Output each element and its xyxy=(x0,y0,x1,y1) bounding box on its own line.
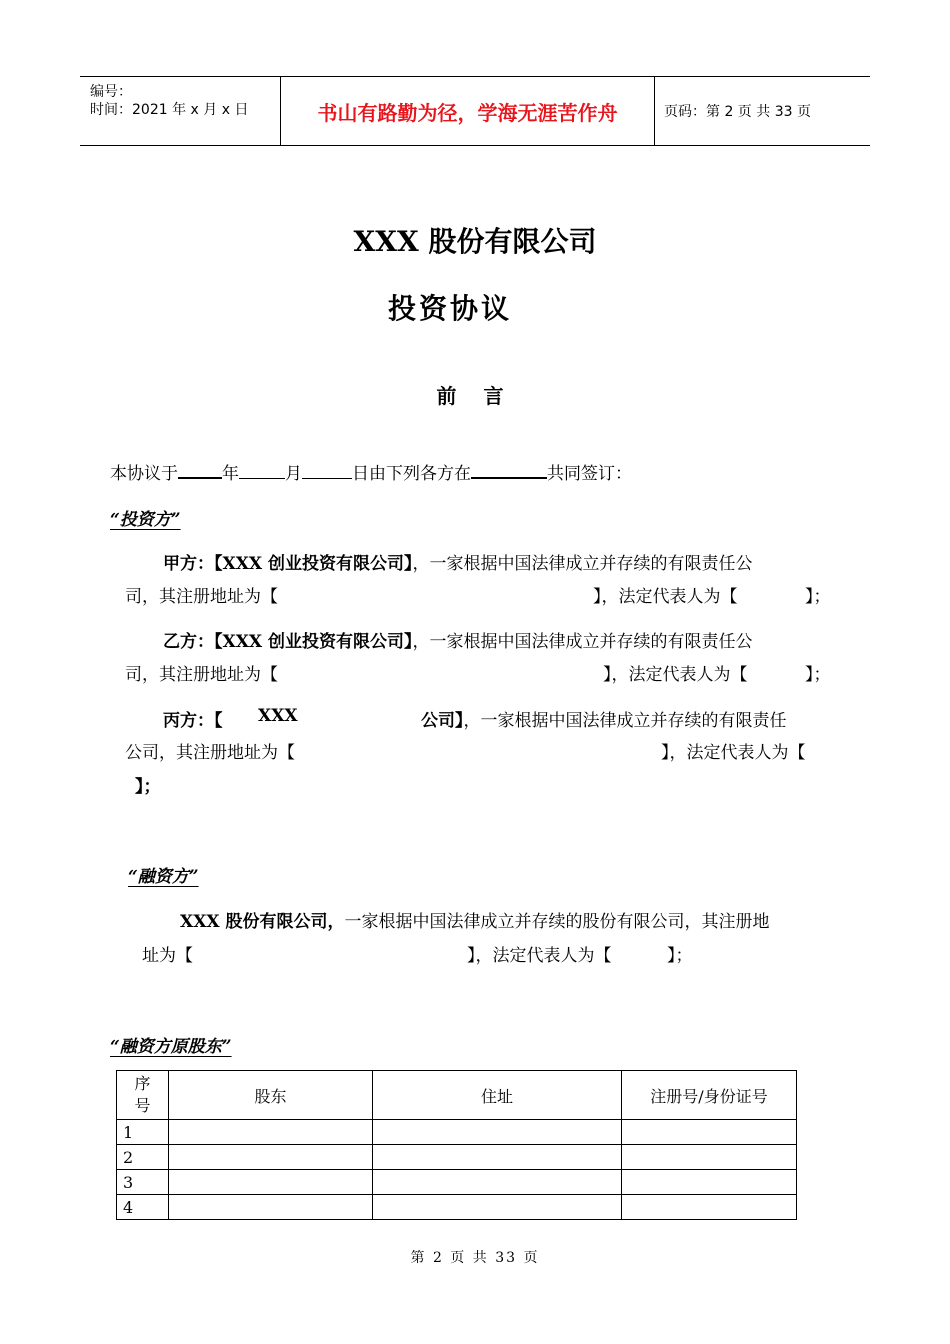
intro-text: 月 xyxy=(285,464,302,484)
party-a-desc: ，一家根据中国法律成立并存续的有限责任公 xyxy=(412,554,753,574)
day-blank xyxy=(302,462,352,479)
party-a-rep-label: 】，法定代表人为【 xyxy=(593,587,738,607)
header-no-2: 号 xyxy=(134,1096,151,1115)
cell-no: 2 xyxy=(117,1145,169,1170)
time-label: 时间：2021 年 x 月 x 日 xyxy=(90,102,249,118)
header-no-1: 序 xyxy=(134,1074,151,1093)
intro-line xyxy=(110,459,632,484)
party-b-line2 xyxy=(125,660,837,685)
page-footer: 第 2 页 共 33 页 xyxy=(410,1250,540,1266)
financing-desc: 一家根据中国法律成立并存续的股份有限公司，其注册地 xyxy=(344,912,770,932)
cell-id[interactable] xyxy=(622,1120,797,1145)
cell-address[interactable] xyxy=(373,1195,622,1220)
party-c-desc: ，一家根据中国法律成立并存续的有限责任 xyxy=(463,711,787,731)
header-cell-no xyxy=(117,1071,169,1120)
cell-no: 3 xyxy=(117,1170,169,1195)
financing-name: XXX 股份有限公司， xyxy=(180,912,345,932)
party-a-address-label: 司，其注册地址为【 xyxy=(125,587,278,607)
party-b-line1 xyxy=(163,627,753,652)
place-blank xyxy=(471,461,547,479)
party-c-label-c: 公司】 xyxy=(421,711,464,731)
investor-heading: “投资方” xyxy=(110,510,181,530)
financing-line1 xyxy=(180,907,770,932)
party-a-line1 xyxy=(163,549,753,574)
header-page-info: 页码：第 2 页 共 33 页 xyxy=(664,104,811,120)
financing-rep-label: 】，法定代表人为【 xyxy=(467,946,612,966)
table-row xyxy=(117,1145,797,1170)
intro-text: 共同签订： xyxy=(547,464,632,484)
party-b-desc: ，一家根据中国法律成立并存续的有限责任公 xyxy=(412,632,753,652)
table-row xyxy=(117,1195,797,1220)
party-a-label: 甲方：【XXX 创业投资有限公司】 xyxy=(163,554,413,574)
party-c-line3 xyxy=(135,772,161,797)
header-cell-address: 住址 xyxy=(373,1071,622,1120)
table-row xyxy=(117,1120,797,1145)
header-motto: 书山有路勤为径，学海无涯苦作舟 xyxy=(317,100,618,125)
table-row xyxy=(117,1170,797,1195)
party-b-address-label: 司，其注册地址为【 xyxy=(125,665,278,685)
party-c-label-b: XXX xyxy=(258,706,298,726)
intro-text: 本协议于 xyxy=(110,464,178,484)
party-c-rep-label: 】，法定代表人为【 xyxy=(661,743,806,763)
cell-holder[interactable] xyxy=(169,1170,373,1195)
cell-address[interactable] xyxy=(373,1170,622,1195)
party-c-address-label: 公司，其注册地址为【 xyxy=(125,743,295,763)
cell-id[interactable] xyxy=(622,1170,797,1195)
table-header-row xyxy=(117,1071,797,1120)
cell-holder[interactable] xyxy=(169,1120,373,1145)
shareholders-table xyxy=(116,1070,797,1220)
company-title: XXX 股份有限公司 xyxy=(353,225,597,258)
intro-text: 年 xyxy=(222,464,239,484)
cell-id[interactable] xyxy=(622,1145,797,1170)
party-c-line2 xyxy=(125,738,837,763)
page-header xyxy=(80,76,870,146)
financing-address-label: 址为【 xyxy=(142,946,193,966)
shareholders-heading: “融资方原股东” xyxy=(110,1037,232,1057)
party-c-line1 xyxy=(163,706,843,731)
financing-heading: “融资方” xyxy=(128,867,199,887)
header-cell-holder: 股东 xyxy=(169,1071,373,1120)
party-a-end: 】； xyxy=(805,587,831,607)
cell-id[interactable] xyxy=(622,1195,797,1220)
number-label: 编号： xyxy=(90,84,132,100)
year-blank xyxy=(178,461,222,479)
party-c-end: 】； xyxy=(135,777,161,797)
cell-address[interactable] xyxy=(373,1145,622,1170)
document-title: 投资协议 xyxy=(387,292,512,325)
cell-no: 4 xyxy=(117,1195,169,1220)
preface-heading: 前 言 xyxy=(436,384,514,408)
party-a-line2 xyxy=(125,582,837,607)
header-meta xyxy=(80,77,280,145)
party-c-label-a: 丙方：【 xyxy=(163,711,223,731)
party-b-rep-label: 】，法定代表人为【 xyxy=(603,665,748,685)
cell-holder[interactable] xyxy=(169,1195,373,1220)
cell-holder[interactable] xyxy=(169,1145,373,1170)
header-cell-id: 注册号/身份证号 xyxy=(622,1071,797,1120)
cell-address[interactable] xyxy=(373,1120,622,1145)
header-divider xyxy=(654,77,655,145)
cell-no: 1 xyxy=(117,1120,169,1145)
intro-text: 日由下列各方在 xyxy=(352,464,471,484)
financing-end: 】； xyxy=(667,946,693,966)
financing-line2 xyxy=(142,941,702,966)
party-b-end: 】； xyxy=(805,665,831,685)
month-blank xyxy=(239,462,285,479)
party-b-label: 乙方：【XXX 创业投资有限公司】 xyxy=(163,632,413,652)
